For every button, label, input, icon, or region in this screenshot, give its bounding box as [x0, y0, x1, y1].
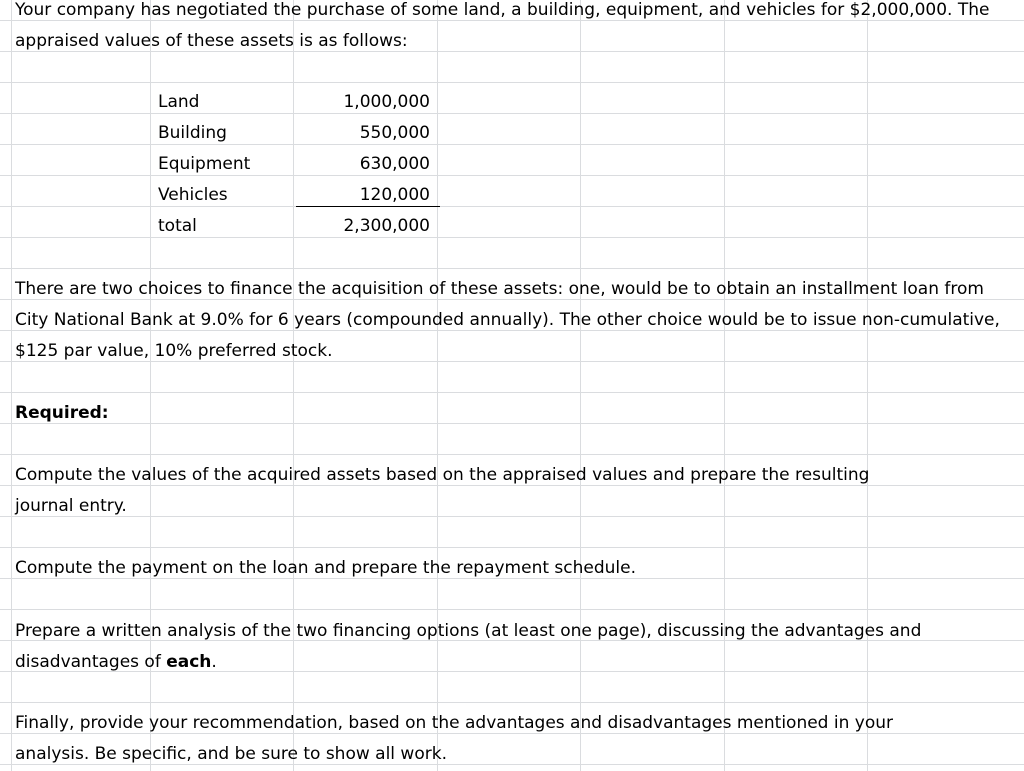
total-value: 2,300,000: [343, 216, 430, 236]
task4-line-2: analysis. Be specific, and be sure to show all work.: [15, 744, 447, 764]
grid-row-line: [0, 764, 1024, 765]
task3-line-2: [15, 652, 217, 672]
asset-value-equipment: 630,000: [359, 154, 430, 174]
grid-row-line: [0, 299, 1024, 300]
intro-line-2: appraised values of these assets is as follows:: [15, 31, 408, 51]
grid-row-line: [0, 609, 1024, 610]
financing-line-2: City National Bank at 9.0% for 6 years (compounded annually). The other choice would be to issue non-cumulative,: [15, 310, 1000, 330]
asset-label-vehicles: Vehicles: [158, 185, 228, 205]
grid-row-line: [0, 392, 1024, 393]
grid-col-line: [437, 0, 438, 771]
grid-row-line: [0, 578, 1024, 579]
task3-line-2-c: .: [211, 652, 217, 672]
grid-row-line: [0, 485, 1024, 486]
grid-row-line: [0, 82, 1024, 83]
grid-row-line: [0, 206, 1024, 207]
required-heading: Required:: [15, 403, 109, 423]
grid-row-line: [0, 330, 1024, 331]
asset-value-building: 550,000: [359, 123, 430, 143]
asset-label-land: Land: [158, 92, 200, 112]
grid-col-line: [293, 0, 294, 771]
grid-row-line: [0, 144, 1024, 145]
grid-row-line: [0, 733, 1024, 734]
task1-line-1: Compute the values of the acquired assets based on the appraised values and prepare the resulting: [15, 465, 870, 485]
task3-line-1: Prepare a written analysis of the two financing options (at least one page), discussing the advantages and: [15, 621, 922, 641]
asset-label-equipment: Equipment: [158, 154, 251, 174]
asset-value-vehicles: 120,000: [359, 185, 430, 205]
grid-row-line: [0, 423, 1024, 424]
grid-row-line: [0, 51, 1024, 52]
task2-line-1: Compute the payment on the loan and prepare the repayment schedule.: [15, 558, 636, 578]
grid-row-line: [0, 237, 1024, 238]
grid-row-line: [0, 20, 1024, 21]
grid-row-line: [0, 702, 1024, 703]
grid-col-line: [11, 0, 12, 771]
asset-label-building: Building: [158, 123, 227, 143]
grid-row-line: [0, 454, 1024, 455]
grid-row-line: [0, 547, 1024, 548]
task3-line-2-emphasis: each: [166, 652, 212, 672]
grid-row-line: [0, 113, 1024, 114]
task3-line-2-a: disadvantages of: [15, 652, 167, 672]
financing-line-1: There are two choices to finance the acquisition of these assets: one, would be to obtain an installment loan from: [15, 279, 984, 299]
sum-underline: [296, 206, 440, 207]
asset-value-land: 1,000,000: [343, 92, 430, 112]
task4-line-1: Finally, provide your recommendation, based on the advantages and disadvantages mentioned in your: [15, 713, 894, 733]
intro-line-1: Your company has negotiated the purchase of some land, a building, equipment, and vehicles for $2,000,000. The: [15, 0, 990, 20]
financing-line-3: $125 par value, 10% preferred stock.: [15, 341, 333, 361]
grid-row-line: [0, 175, 1024, 176]
grid-col-line: [724, 0, 725, 771]
grid-row-line: [0, 516, 1024, 517]
grid-col-line: [867, 0, 868, 771]
grid-row-line: [0, 268, 1024, 269]
task1-line-2: journal entry.: [15, 496, 127, 516]
grid-row-line: [0, 361, 1024, 362]
grid-col-line: [580, 0, 581, 771]
total-label: total: [158, 216, 197, 236]
